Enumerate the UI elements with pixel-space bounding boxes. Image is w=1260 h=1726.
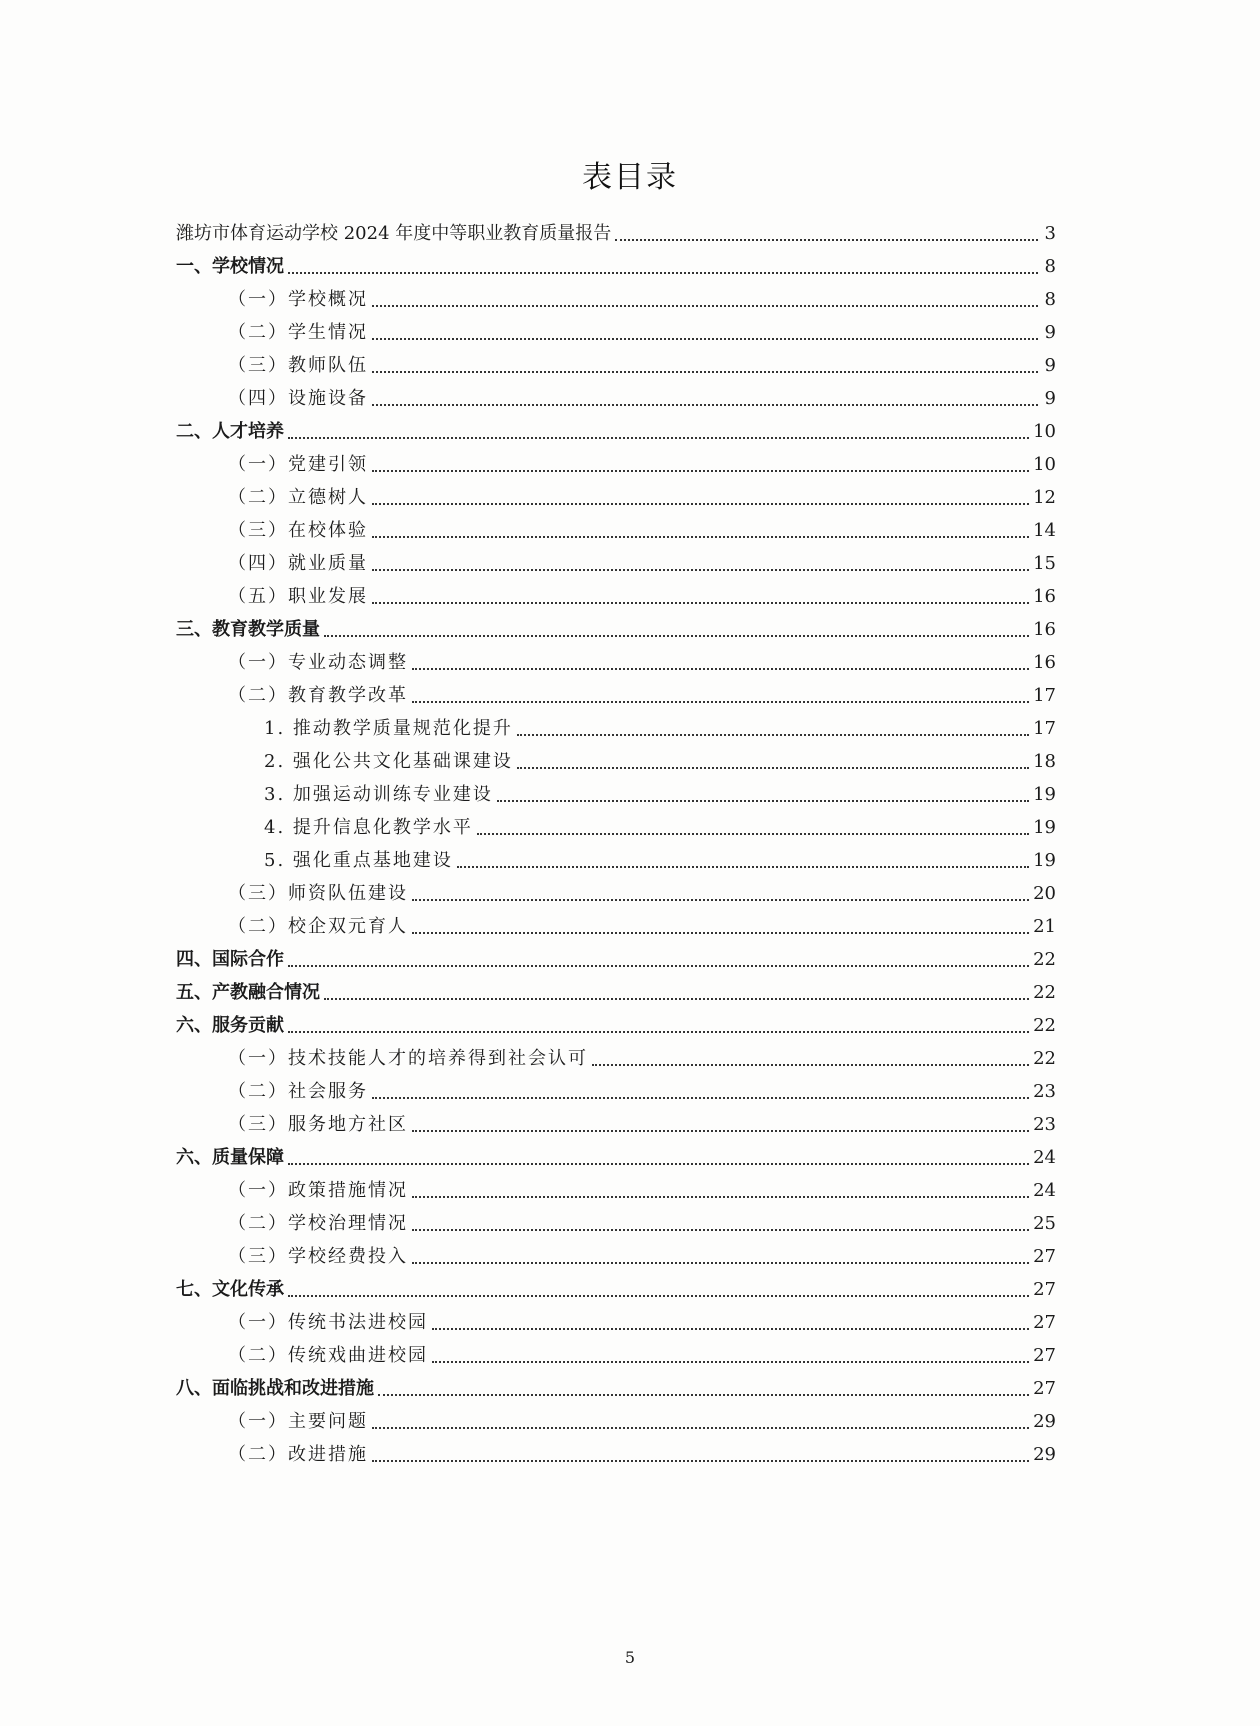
toc-entry[interactable] bbox=[176, 707, 1056, 740]
toc-entry-label: （三）在校体验 bbox=[228, 520, 368, 541]
toc-entry-label: （二）教育教学改革 bbox=[228, 685, 408, 706]
toc-entry-label: （一）传统书法进校园 bbox=[228, 1312, 428, 1333]
toc-entry-label: （三）学校经费投入 bbox=[228, 1246, 408, 1267]
toc-entry[interactable] bbox=[176, 872, 1056, 905]
toc-dot-leader bbox=[412, 931, 1029, 934]
toc-dot-leader bbox=[372, 370, 1038, 373]
toc-entry-label: 三、教育教学质量 bbox=[176, 619, 320, 640]
toc-entry-page-number: 29 bbox=[1033, 1444, 1056, 1465]
toc-entry-page-number: 15 bbox=[1033, 553, 1056, 574]
toc-entry[interactable] bbox=[176, 1004, 1056, 1037]
toc-entry[interactable] bbox=[176, 938, 1056, 971]
toc-entry-page-number: 17 bbox=[1033, 685, 1056, 706]
toc-entry-page-number: 12 bbox=[1033, 487, 1056, 508]
toc-entry-label: （四）就业质量 bbox=[228, 553, 368, 574]
toc-entry[interactable] bbox=[176, 377, 1056, 410]
toc-entry[interactable] bbox=[176, 608, 1056, 641]
toc-entry-label: （一）专业动态调整 bbox=[228, 652, 408, 673]
toc-dot-leader bbox=[324, 997, 1029, 1000]
toc-dot-leader bbox=[372, 337, 1038, 340]
toc-entry[interactable] bbox=[176, 1103, 1056, 1136]
toc-dot-leader bbox=[288, 436, 1029, 439]
toc-dot-leader bbox=[432, 1327, 1029, 1330]
toc-entry[interactable] bbox=[176, 1037, 1056, 1070]
toc-dot-leader bbox=[615, 238, 1038, 241]
toc-entry-page-number: 24 bbox=[1033, 1147, 1056, 1168]
toc-entry-page-number: 8 bbox=[1044, 256, 1056, 277]
toc-entry-label: （二）学校治理情况 bbox=[228, 1213, 408, 1234]
toc-entry[interactable] bbox=[176, 806, 1056, 839]
toc-entry-label: （二）校企双元育人 bbox=[228, 916, 408, 937]
toc-dot-leader bbox=[372, 304, 1038, 307]
toc-dot-leader bbox=[372, 403, 1038, 406]
toc-entry[interactable] bbox=[176, 674, 1056, 707]
toc-entry-page-number: 25 bbox=[1033, 1213, 1056, 1234]
toc-entry[interactable] bbox=[176, 1070, 1056, 1103]
toc-entry[interactable] bbox=[176, 971, 1056, 1004]
toc-entry-page-number: 22 bbox=[1033, 982, 1056, 1003]
toc-entry-page-number: 24 bbox=[1033, 1180, 1056, 1201]
toc-entry[interactable] bbox=[176, 542, 1056, 575]
toc-entry[interactable] bbox=[176, 1202, 1056, 1235]
toc-entry[interactable] bbox=[176, 278, 1056, 311]
toc-entry-page-number: 16 bbox=[1033, 586, 1056, 607]
toc-entry-page-number: 27 bbox=[1033, 1312, 1056, 1333]
toc-entry-label: 4. 提升信息化教学水平 bbox=[264, 817, 473, 838]
toc-entry[interactable] bbox=[176, 1136, 1056, 1169]
toc-dot-leader bbox=[372, 1459, 1029, 1462]
toc-entry-page-number: 23 bbox=[1033, 1114, 1056, 1135]
toc-entry-page-number: 19 bbox=[1033, 850, 1056, 871]
toc-dot-leader bbox=[372, 1426, 1029, 1429]
toc-entry[interactable] bbox=[176, 212, 1056, 245]
toc-entry-page-number: 9 bbox=[1044, 388, 1056, 409]
toc-entry-label: （一）主要问题 bbox=[228, 1411, 368, 1432]
toc-dot-leader bbox=[372, 469, 1029, 472]
toc-entry[interactable] bbox=[176, 443, 1056, 476]
toc-entry-page-number: 27 bbox=[1033, 1345, 1056, 1366]
toc-entry-label: （三）服务地方社区 bbox=[228, 1114, 408, 1135]
toc-entry[interactable] bbox=[176, 509, 1056, 542]
toc-dot-leader bbox=[378, 1393, 1029, 1396]
toc-entry-page-number: 16 bbox=[1033, 619, 1056, 640]
toc-entry[interactable] bbox=[176, 1334, 1056, 1367]
toc-entry-page-number: 23 bbox=[1033, 1081, 1056, 1102]
toc-entry-label: 3. 加强运动训练专业建设 bbox=[264, 784, 493, 805]
toc-dot-leader bbox=[288, 271, 1038, 274]
toc-entry-page-number: 17 bbox=[1033, 718, 1056, 739]
toc-entry[interactable] bbox=[176, 476, 1056, 509]
toc-entry-label: （二）传统戏曲进校园 bbox=[228, 1345, 428, 1366]
toc-entry-page-number: 9 bbox=[1044, 355, 1056, 376]
toc-dot-leader bbox=[324, 634, 1029, 637]
toc-entry-label: （二）立德树人 bbox=[228, 487, 368, 508]
toc-dot-leader bbox=[372, 535, 1029, 538]
toc-entry[interactable] bbox=[176, 1268, 1056, 1301]
toc-dot-leader bbox=[412, 1228, 1029, 1231]
toc-entry[interactable] bbox=[176, 575, 1056, 608]
toc-entry[interactable] bbox=[176, 1235, 1056, 1268]
toc-entry-page-number: 29 bbox=[1033, 1411, 1056, 1432]
toc-entry[interactable] bbox=[176, 905, 1056, 938]
toc-entry-label: （二）改进措施 bbox=[228, 1444, 368, 1465]
toc-dot-leader bbox=[477, 832, 1029, 835]
toc-dot-leader bbox=[412, 1129, 1029, 1132]
toc-entry[interactable] bbox=[176, 1433, 1056, 1466]
toc-dot-leader bbox=[288, 1294, 1029, 1297]
toc-entry-label: （四）设施设备 bbox=[228, 388, 368, 409]
toc-entry-page-number: 14 bbox=[1033, 520, 1056, 541]
toc-entry[interactable] bbox=[176, 410, 1056, 443]
toc-dot-leader bbox=[372, 601, 1029, 604]
toc-dot-leader bbox=[412, 1261, 1029, 1264]
toc-entry-label: 2. 强化公共文化基础课建设 bbox=[264, 751, 513, 772]
toc-entry-label: （二）学生情况 bbox=[228, 322, 368, 343]
toc-entry-page-number: 16 bbox=[1033, 652, 1056, 673]
toc-entry-page-number: 22 bbox=[1033, 1048, 1056, 1069]
toc-dot-leader bbox=[372, 1096, 1029, 1099]
toc-dot-leader bbox=[372, 502, 1029, 505]
toc-dot-leader bbox=[592, 1063, 1029, 1066]
toc-entry[interactable] bbox=[176, 311, 1056, 344]
toc-entry-label: （一）技术技能人才的培养得到社会认可 bbox=[228, 1048, 588, 1069]
toc-dot-leader bbox=[412, 898, 1029, 901]
table-of-contents bbox=[176, 212, 1056, 1466]
toc-entry-label: （五）职业发展 bbox=[228, 586, 368, 607]
toc-dot-leader bbox=[517, 733, 1029, 736]
toc-entry[interactable] bbox=[176, 245, 1056, 278]
toc-entry[interactable] bbox=[176, 1367, 1056, 1400]
toc-dot-leader bbox=[288, 964, 1029, 967]
toc-entry-label: 一、学校情况 bbox=[176, 256, 284, 277]
toc-entry[interactable] bbox=[176, 839, 1056, 872]
toc-entry-page-number: 20 bbox=[1033, 883, 1056, 904]
toc-entry[interactable] bbox=[176, 1301, 1056, 1334]
toc-entry-page-number: 8 bbox=[1044, 289, 1056, 310]
toc-dot-leader bbox=[497, 799, 1029, 802]
toc-entry-label: （一）政策措施情况 bbox=[228, 1180, 408, 1201]
footer-page-number: 5 bbox=[624, 1648, 636, 1667]
toc-entry-label: 5. 强化重点基地建设 bbox=[264, 850, 453, 871]
toc-entry-label: （三）教师队伍 bbox=[228, 355, 368, 376]
toc-entry[interactable] bbox=[176, 1400, 1056, 1433]
toc-entry-page-number: 21 bbox=[1033, 916, 1056, 937]
toc-entry-page-number: 27 bbox=[1033, 1279, 1056, 1300]
toc-entry-page-number: 27 bbox=[1033, 1246, 1056, 1267]
toc-entry-label: （一）学校概况 bbox=[228, 289, 368, 310]
toc-entry-page-number: 22 bbox=[1033, 949, 1056, 970]
toc-entry-page-number: 3 bbox=[1044, 223, 1056, 244]
toc-dot-leader bbox=[517, 766, 1029, 769]
toc-entry-page-number: 22 bbox=[1033, 1015, 1056, 1036]
toc-dot-leader bbox=[288, 1030, 1029, 1033]
toc-dot-leader bbox=[412, 667, 1029, 670]
toc-entry[interactable] bbox=[176, 1169, 1056, 1202]
toc-entry-label: 五、产教融合情况 bbox=[176, 982, 320, 1003]
toc-dot-leader bbox=[412, 700, 1029, 703]
toc-dot-leader bbox=[288, 1162, 1029, 1165]
toc-entry[interactable] bbox=[176, 641, 1056, 674]
toc-dot-leader bbox=[457, 865, 1029, 868]
toc-entry-page-number: 19 bbox=[1033, 784, 1056, 805]
toc-entry-label: （二）社会服务 bbox=[228, 1081, 368, 1102]
toc-dot-leader bbox=[432, 1360, 1029, 1363]
toc-entry-page-number: 10 bbox=[1033, 421, 1056, 442]
toc-entry-page-number: 10 bbox=[1033, 454, 1056, 475]
toc-entry-label: 二、人才培养 bbox=[176, 421, 284, 442]
toc-entry-label: 六、质量保障 bbox=[176, 1147, 284, 1168]
toc-dot-leader bbox=[372, 568, 1029, 571]
toc-entry[interactable] bbox=[176, 344, 1056, 377]
toc-entry-label: （一）党建引领 bbox=[228, 454, 368, 475]
toc-entry-page-number: 19 bbox=[1033, 817, 1056, 838]
toc-entry-label: 潍坊市体育运动学校 2024 年度中等职业教育质量报告 bbox=[176, 223, 612, 244]
toc-entry-page-number: 18 bbox=[1033, 751, 1056, 772]
toc-entry[interactable] bbox=[176, 773, 1056, 806]
toc-entry[interactable] bbox=[176, 740, 1056, 773]
toc-entry-label: 1. 推动教学质量规范化提升 bbox=[264, 718, 513, 739]
toc-entry-label: （三）师资队伍建设 bbox=[228, 883, 408, 904]
toc-dot-leader bbox=[412, 1195, 1029, 1198]
toc-entry-page-number: 27 bbox=[1033, 1378, 1056, 1399]
toc-entry-label: 六、服务贡献 bbox=[176, 1015, 284, 1036]
page-title: 表目录 bbox=[582, 160, 678, 195]
toc-entry-label: 八、面临挑战和改进措施 bbox=[176, 1378, 374, 1399]
toc-entry-label: 七、文化传承 bbox=[176, 1279, 284, 1300]
toc-entry-label: 四、国际合作 bbox=[176, 949, 284, 970]
toc-entry-page-number: 9 bbox=[1044, 322, 1056, 343]
